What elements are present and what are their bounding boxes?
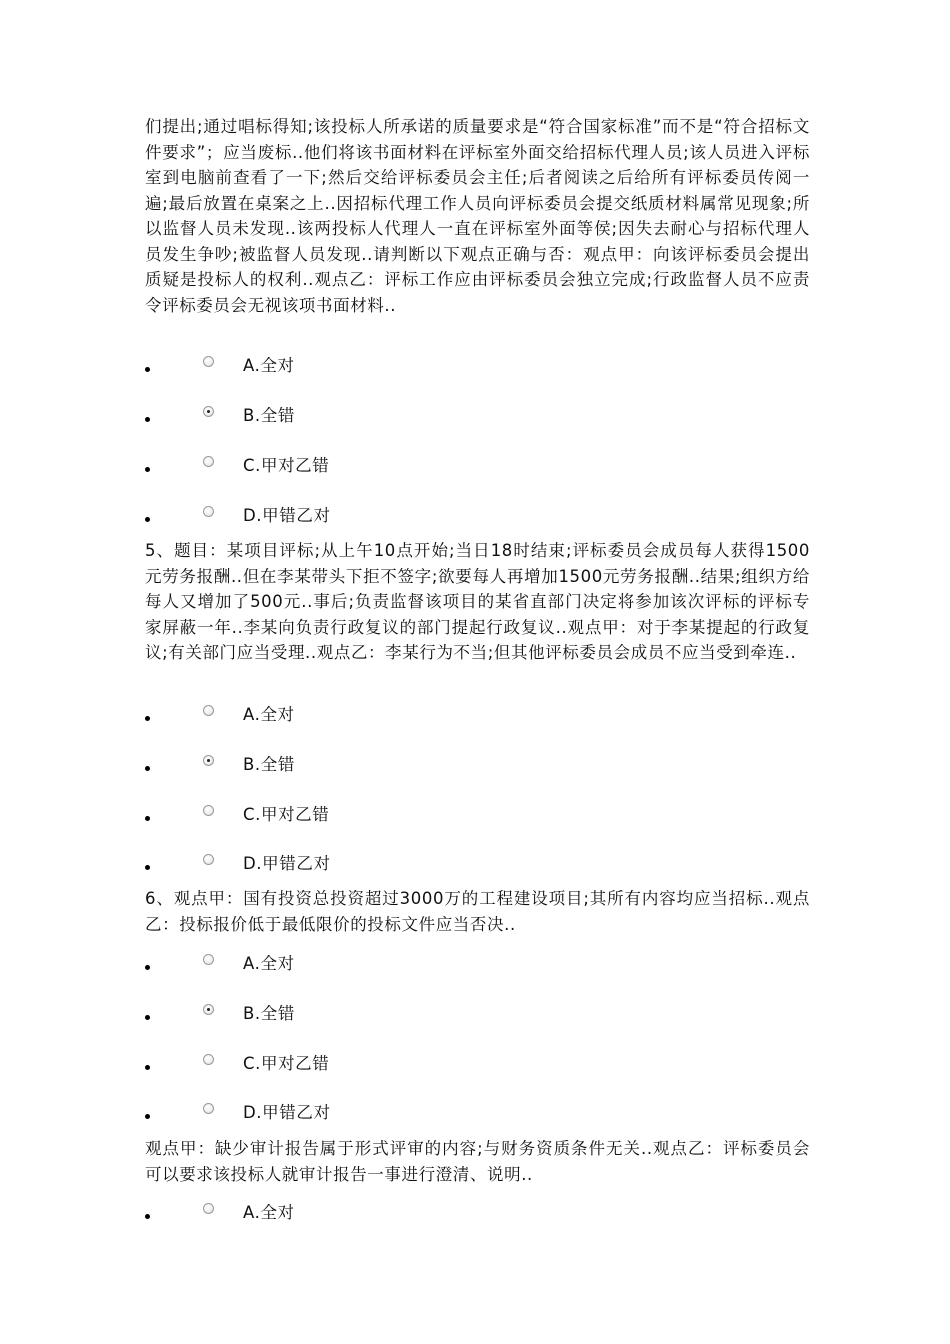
radio-button-a[interactable] bbox=[203, 1203, 214, 1214]
question-text-5: 5、题目：某项目评标;从上午10点开始;当日18时结束;评标委员会成员每人获得1500元劳务报酬..但在李某带头下拒不签字;欲要每人再增加1500元劳务报酬..结果;组织方给每人又增加了500元..事后;负责监督该项目的某省直部门决定将参加该次评标的评标专家屏蔽一年..李某向负责行政复议的部门提起行政复议..观点甲：对于李某提起的行政复议;有关部门应当受理..观点乙：李某行为不当;但其他评标委员会成员不应当受到牵连.. bbox=[145, 541, 810, 662]
radio-button-a[interactable] bbox=[203, 356, 214, 367]
option-row-b[interactable] bbox=[0, 1002, 700, 1026]
bullet-icon bbox=[145, 965, 150, 970]
option-label-c: C.甲对乙错 bbox=[243, 805, 330, 824]
option-label-a: A.全对 bbox=[243, 705, 295, 724]
radio-button-b-selected[interactable] bbox=[203, 755, 214, 766]
option-row-c[interactable] bbox=[0, 454, 700, 478]
bullet-icon bbox=[145, 367, 150, 372]
bullet-icon bbox=[145, 467, 150, 472]
option-row-b[interactable] bbox=[0, 404, 700, 428]
option-row-d[interactable] bbox=[0, 1101, 700, 1125]
radio-button-b-selected[interactable] bbox=[203, 406, 214, 417]
bullet-icon bbox=[145, 417, 150, 422]
option-row-c[interactable] bbox=[0, 1052, 700, 1076]
bullet-icon bbox=[145, 716, 150, 721]
bullet-icon bbox=[145, 816, 150, 821]
radio-button-c[interactable] bbox=[203, 456, 214, 467]
option-label-d: D.甲错乙对 bbox=[243, 506, 331, 525]
radio-button-d[interactable] bbox=[203, 506, 214, 517]
question-text-next: 观点甲：缺少审计报告属于形式评审的内容;与财务资质条件无关..观点乙：评标委员会可以要求该投标人就审计报告一事进行澄清、说明.. bbox=[145, 1139, 810, 1184]
option-label-b: B.全错 bbox=[243, 755, 295, 774]
option-label-d: D.甲错乙对 bbox=[243, 1103, 331, 1122]
option-label-a: A.全对 bbox=[243, 356, 295, 375]
radio-button-a[interactable] bbox=[203, 705, 214, 716]
option-row-a[interactable] bbox=[0, 952, 700, 976]
option-row-d[interactable] bbox=[0, 852, 700, 876]
radio-button-d[interactable] bbox=[203, 854, 214, 865]
question-text-1: 们提出;通过唱标得知;该投标人所承诺的质量要求是“符合国家标准”而不是“符合招标文件要求”；应当废标..他们将该书面材料在评标室外面交给招标代理人员;该人员进入评标室到电脑前查看了一下;然后交给评标委员会主任;后者阅读之后给所有评标委员传阅一遍;最后放置在桌案之上..因招标代理工作人员向评标委员会提交纸质材料属常见现象;所以监督人员未发现..该两投标人代理人一直在评标室外面等侯;因失去耐心与招标代理人员发生争吵;被监督人员发现..请判断以下观点正确与否：观点甲：向该评标委员会提出质疑是投标人的权利..观点乙：评标工作应由评标委员会独立完成;行政监督人员不应责令评标委员会无视该项书面材料.. bbox=[145, 117, 810, 315]
radio-button-c[interactable] bbox=[203, 805, 214, 816]
radio-button-b-selected[interactable] bbox=[203, 1004, 214, 1015]
bullet-icon bbox=[145, 517, 150, 522]
option-label-b: B.全错 bbox=[243, 406, 295, 425]
option-row-d[interactable] bbox=[0, 504, 700, 528]
bullet-icon bbox=[145, 1015, 150, 1020]
bullet-icon bbox=[145, 1214, 150, 1219]
option-row-b[interactable] bbox=[0, 753, 700, 777]
option-label-c: C.甲对乙错 bbox=[243, 456, 330, 475]
radio-button-a[interactable] bbox=[203, 954, 214, 965]
option-row-a[interactable] bbox=[0, 354, 700, 378]
bullet-icon bbox=[145, 766, 150, 771]
option-label-c: C.甲对乙错 bbox=[243, 1054, 330, 1073]
option-label-b: B.全错 bbox=[243, 1004, 295, 1023]
bullet-icon bbox=[145, 865, 150, 870]
option-label-d: D.甲错乙对 bbox=[243, 854, 331, 873]
question-text-6: 6、观点甲：国有投资总投资超过3000万的工程建设项目;其所有内容均应当招标..观点乙：投标报价低于最低限价的投标文件应当否决.. bbox=[145, 889, 810, 934]
bullet-icon bbox=[145, 1114, 150, 1119]
option-row-a[interactable] bbox=[0, 1201, 700, 1225]
option-row-a[interactable] bbox=[0, 703, 700, 727]
radio-button-d[interactable] bbox=[203, 1103, 214, 1114]
option-label-a: A.全对 bbox=[243, 954, 295, 973]
radio-button-c[interactable] bbox=[203, 1054, 214, 1065]
option-label-a: A.全对 bbox=[243, 1203, 295, 1222]
bullet-icon bbox=[145, 1065, 150, 1070]
option-row-c[interactable] bbox=[0, 803, 700, 827]
